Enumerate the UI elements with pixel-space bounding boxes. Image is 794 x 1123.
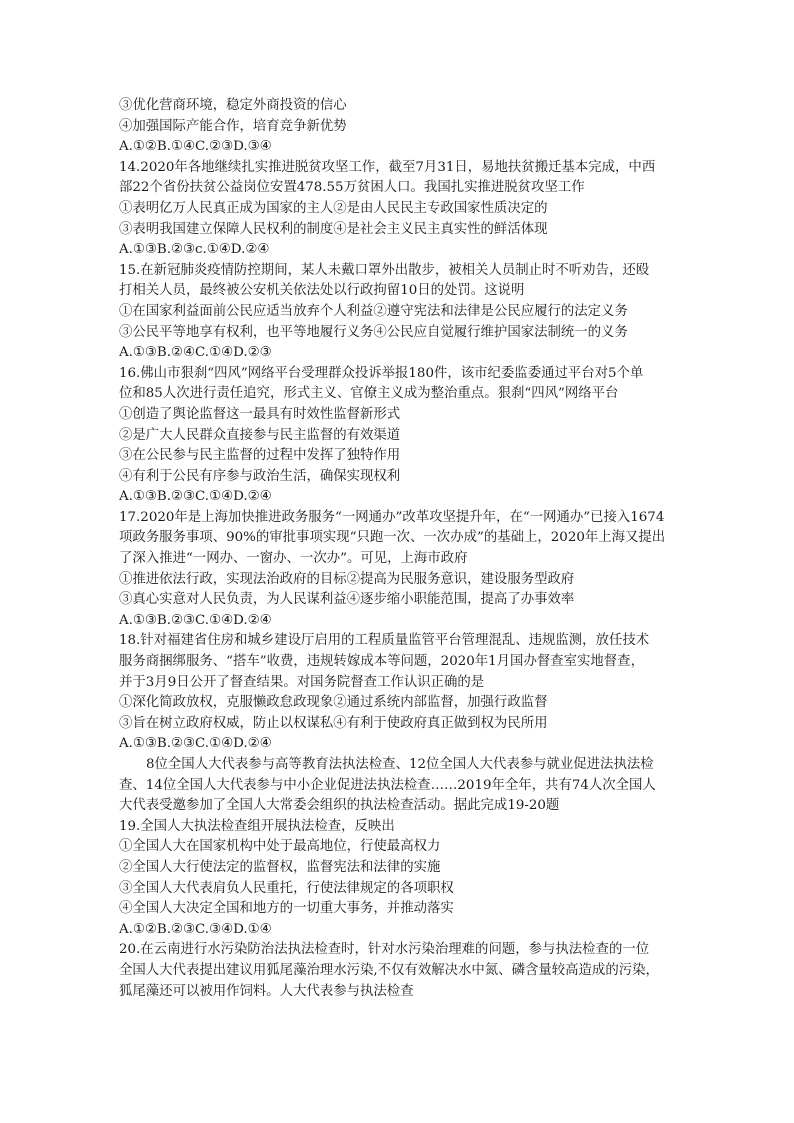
text-line: ③在公民参与民主监督的过程中发挥了独特作用: [119, 448, 401, 464]
text-line: ④全国人大决定全国和地方的一切重大事务，并推动落实: [119, 901, 454, 917]
text-line: ①表明亿万人民真正成为国家的主人②是由人民民主专政国家性质决定的: [119, 200, 548, 216]
text-line: A.①②B.②③C.③④D.①④: [119, 921, 272, 937]
text-line: ③全国人大代表肩负人民重托，行使法律规定的各项职权: [119, 880, 454, 896]
exam-page: [119, 96, 681, 1002]
text-line: 部22个省份扶贫公益岗位安置478.55万贫困人口。我国扎实推进脱贫攻坚工作: [119, 180, 585, 196]
text-line: 项政务服务事项、90%的审批事项实现“只跑一次、一次办成”的基础上，2020年上海又提出: [119, 530, 666, 546]
text-line: ③表明我国建立保障人民权利的制度④是社会主义民主真实性的鲜活体现: [119, 221, 548, 237]
text-line: 全国人大代表提出建议用狐尾藻治理水污染,不仅有效解决水中氮、磷含量较高造成的污染，: [119, 962, 659, 978]
text-line: 查、14位全国人大代表参与中小企业促进法执法检查……2019年全年，共有74人次全国人: [119, 777, 656, 793]
text-line: 了深入推进“一网办、一窗办、一次办”。可见，上海市政府: [119, 551, 468, 567]
text-line: ③公民平等地享有权利，也平等地履行义务④公民应自觉履行维护国家法制统一的义务: [119, 324, 628, 340]
text-line: ③优化营商环境，稳定外商投资的信心: [119, 98, 347, 113]
text-line: 位和85人次进行责任追究，形式主义、官僚主义成为整治重点。狠刹“四风”网络平台: [119, 386, 619, 402]
text-line: 19.全国人大执法检查组开展执法检查，反映出: [119, 818, 395, 834]
text-line: 20.在云南进行水污染防治法执法检查时，针对水污染治理难的问题，参与执法检查的一位: [119, 942, 650, 958]
text-line: 18.针对福建省住房和城乡建设厅启用的工程质量监管平台管理混乱、违规监测，放任技术: [119, 633, 650, 649]
text-line: A.①③B.②③c.①④D.②④: [119, 242, 270, 258]
text-line: A.①③B.②③C.①④D.②④: [119, 489, 272, 505]
text-line: 打相关人员，最终被公安机关依法处以行政拘留10日的处罚。这说明: [119, 283, 525, 299]
text-line: ②是广大人民群众直接参与民主监督的有效渠道: [119, 427, 401, 443]
text-line: ④加强国际产能合作，培育竞争新优势: [119, 118, 347, 134]
text-line: 大代表受邀参加了全国人大常委会组织的执法检查活动。据此完成19-20题: [119, 798, 560, 814]
text-line: ③真心实意对人民负责，为人民谋利益④逐步缩小职能范围，提高了办事效率: [119, 592, 575, 608]
text-line: ①深化简政放权，克服懒政怠政现象②通过系统内部监督，加强行政监督: [119, 695, 548, 711]
text-line: A.①③B.②④C.①④D.②③: [119, 345, 272, 361]
text-line: 17.2020年是上海加快推进政务服务“一网通办”改革攻坚提升年，在“一网通办”已接入1674: [119, 509, 665, 525]
text-line: ①全国人大在国家机构中处于最高地位，行使最高权力: [119, 839, 441, 855]
text-line: 8位全国人大代表参与高等教育法执法检查、12位全国人大代表参与就业促进法执法检: [146, 757, 654, 772]
text-line: 15.在新冠肺炎疫情防控期间，某人未戴口罩外出散步，被相关人员制止时不听劝告，还殴: [119, 262, 650, 278]
text-line: A.①②B.①④C.②③D.③④: [119, 139, 272, 155]
text-line: 14.2020年各地继续扎实推进脱贫攻坚工作，截至7月31日，易地扶贫搬迁基本完成，中西: [119, 159, 656, 175]
text-line: ①推进依法行政，实现法治政府的目标②提高为民服务意识，建设服务型政府: [119, 571, 575, 587]
text-line: ①在国家利益面前公民应适当放弃个人利益②遵守宪法和法律是公民应履行的法定义务: [119, 303, 628, 319]
text-line: 并于3月9日公开了督查结果。对国务院督查工作认识正确的是: [119, 674, 485, 690]
text-line: ①创造了舆论监督这一最具有时效性监督新形式: [119, 406, 401, 422]
text-line: 16.佛山市狠刹“四风”网络平台受理群众投诉举报180件，该市纪委监委通过平台对5个单: [119, 365, 644, 381]
text-line: ④有利于公民有序参与政治生活，确保实现权利: [119, 468, 401, 484]
text-line: A.①③B.②③C.①④D.②④: [119, 612, 272, 628]
text-line: 服务商捆绑服务、“搭车”收费，违规转嫁成本等问题，2020年1月国办督查室实地督查，: [119, 654, 644, 670]
text-line: A.①③B.②③C.①④D.②④: [119, 736, 272, 752]
text-line: ③旨在树立政府权威，防止以权谋私④有利于使政府真正做到权为民所用: [119, 715, 548, 731]
text-line: 狐尾藻还可以被用作饲料。人大代表参与执法检查: [119, 983, 414, 999]
text-line: ②全国人大行使法定的监督权，监督宪法和法律的实施: [119, 859, 441, 875]
